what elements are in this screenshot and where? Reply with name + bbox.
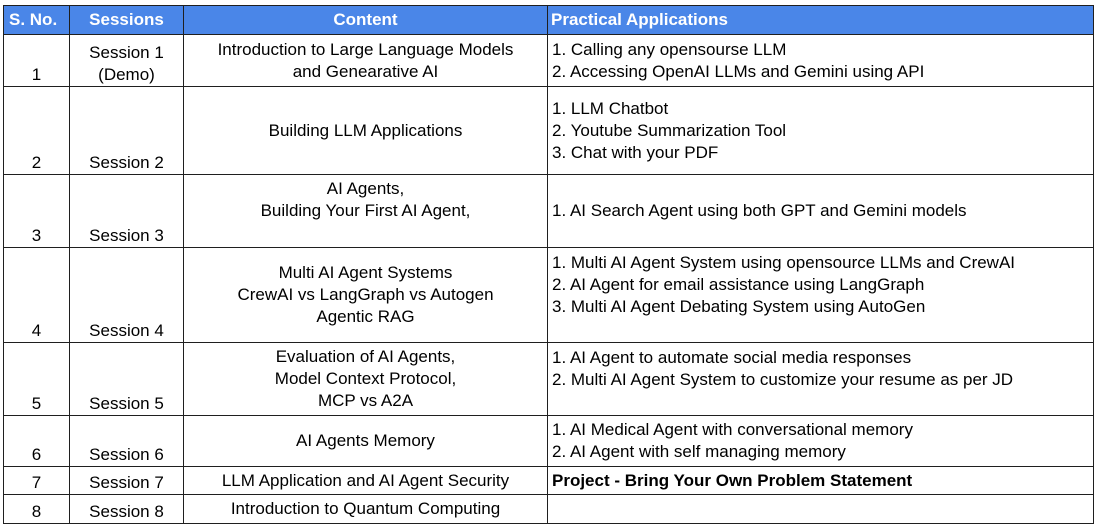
- content-line: Introduction to Large Language Models: [217, 39, 514, 59]
- content-line: Multi AI Agent Systems: [278, 263, 453, 282]
- row-number: 3: [4, 175, 70, 248]
- table-row: [4, 35, 1094, 87]
- session-cell: [70, 87, 184, 175]
- application-item: 2. AI Agent for email assistance using LangGraph: [552, 275, 925, 294]
- content-cell: [184, 248, 548, 343]
- table-row: [4, 87, 1094, 175]
- applications-cell: [548, 35, 1094, 87]
- project-cell: [548, 467, 1094, 495]
- syllabus-table: [3, 5, 1094, 524]
- table-row: [4, 467, 1094, 495]
- session-cell: [70, 248, 184, 343]
- header-content: Content: [184, 6, 548, 35]
- table-row: [4, 416, 1094, 467]
- application-item: 2. AI Agent with self managing memory: [552, 442, 846, 461]
- content-line: LLM Application and AI Agent Security: [221, 470, 510, 490]
- session-label: Session 4: [89, 321, 164, 340]
- row-number: 7: [4, 467, 70, 495]
- session-label: (Demo): [98, 65, 155, 84]
- application-item: 1. AI Search Agent using both GPT and Gemini models: [552, 201, 967, 220]
- applications-cell: [548, 87, 1094, 175]
- application-item: 1. Multi AI Agent System using opensource LLMs and CrewAI: [552, 253, 1016, 272]
- session-cell: [70, 343, 184, 416]
- content-cell: [184, 343, 548, 416]
- applications-cell: [548, 248, 1094, 343]
- project-statement: Project - Bring Your Own Problem Statement: [552, 470, 913, 490]
- application-item: 2. Accessing OpenAI LLMs and Gemini using API: [552, 61, 925, 81]
- content-cell: [184, 87, 548, 175]
- application-item: 1. AI Agent to automate social media responses: [552, 348, 912, 367]
- table-row: [4, 175, 1094, 248]
- row-number: 6: [4, 416, 70, 467]
- content-line: Introduction to Quantum Computing: [230, 499, 501, 518]
- application-item: 3. Multi AI Agent Debating System using AutoGen: [552, 297, 926, 316]
- session-cell: [70, 416, 184, 467]
- row-number: 1: [4, 35, 70, 87]
- content-cell: [184, 467, 548, 495]
- session-label: Session 8: [89, 502, 164, 521]
- header-sno: S. No.: [4, 6, 70, 35]
- application-item: 1. AI Medical Agent with conversational memory: [552, 420, 913, 439]
- content-line: Building LLM Applications: [268, 120, 463, 140]
- row-number: 8: [4, 495, 70, 524]
- content-cell: [184, 175, 548, 248]
- applications-cell-empty: [548, 495, 1094, 524]
- row-number: 5: [4, 343, 70, 416]
- table-row: [4, 495, 1094, 524]
- content-line: Building Your First AI Agent,: [260, 201, 471, 220]
- application-item: 2. Youtube Summarization Tool: [552, 120, 787, 140]
- session-label: Session 3: [89, 226, 164, 245]
- content-line: Evaluation of AI Agents,: [275, 347, 456, 366]
- row-number: 4: [4, 248, 70, 343]
- session-cell: [70, 467, 184, 495]
- content-cell: [184, 416, 548, 467]
- session-label: Session 6: [89, 445, 164, 464]
- content-line: and Genearative AI: [292, 61, 439, 81]
- session-label: Session 5: [89, 394, 164, 413]
- header-row: [4, 6, 1094, 35]
- session-label: Session 2: [89, 153, 164, 172]
- application-item: 2. Multi AI Agent System to customize your resume as per JD: [552, 370, 1014, 389]
- header-sessions: Sessions: [70, 6, 184, 35]
- table-row: [4, 343, 1094, 416]
- content-line: CrewAI vs LangGraph vs Autogen: [237, 285, 494, 304]
- row-number: 2: [4, 87, 70, 175]
- content-line: MCP vs A2A: [317, 391, 414, 410]
- session-label: Session 1: [89, 43, 164, 62]
- content-cell: [184, 495, 548, 524]
- content-line: Agentic RAG: [316, 307, 415, 326]
- applications-cell: [548, 343, 1094, 416]
- application-item: 1. LLM Chatbot: [552, 98, 669, 118]
- session-cell: [70, 35, 184, 87]
- session-cell: [70, 495, 184, 524]
- content-cell: [184, 35, 548, 87]
- header-applications: Practical Applications: [548, 6, 1094, 35]
- table-row: [4, 248, 1094, 343]
- application-item: 1. Calling any opensourse LLM: [552, 39, 787, 59]
- applications-cell: [548, 416, 1094, 467]
- application-item: 3. Chat with your PDF: [552, 142, 719, 162]
- content-line: Model Context Protocol,: [274, 369, 457, 388]
- content-line: AI Agents Memory: [296, 431, 435, 450]
- applications-cell: [548, 175, 1094, 248]
- content-line: AI Agents,: [326, 179, 405, 198]
- session-label: Session 7: [89, 473, 164, 492]
- session-cell: [70, 175, 184, 248]
